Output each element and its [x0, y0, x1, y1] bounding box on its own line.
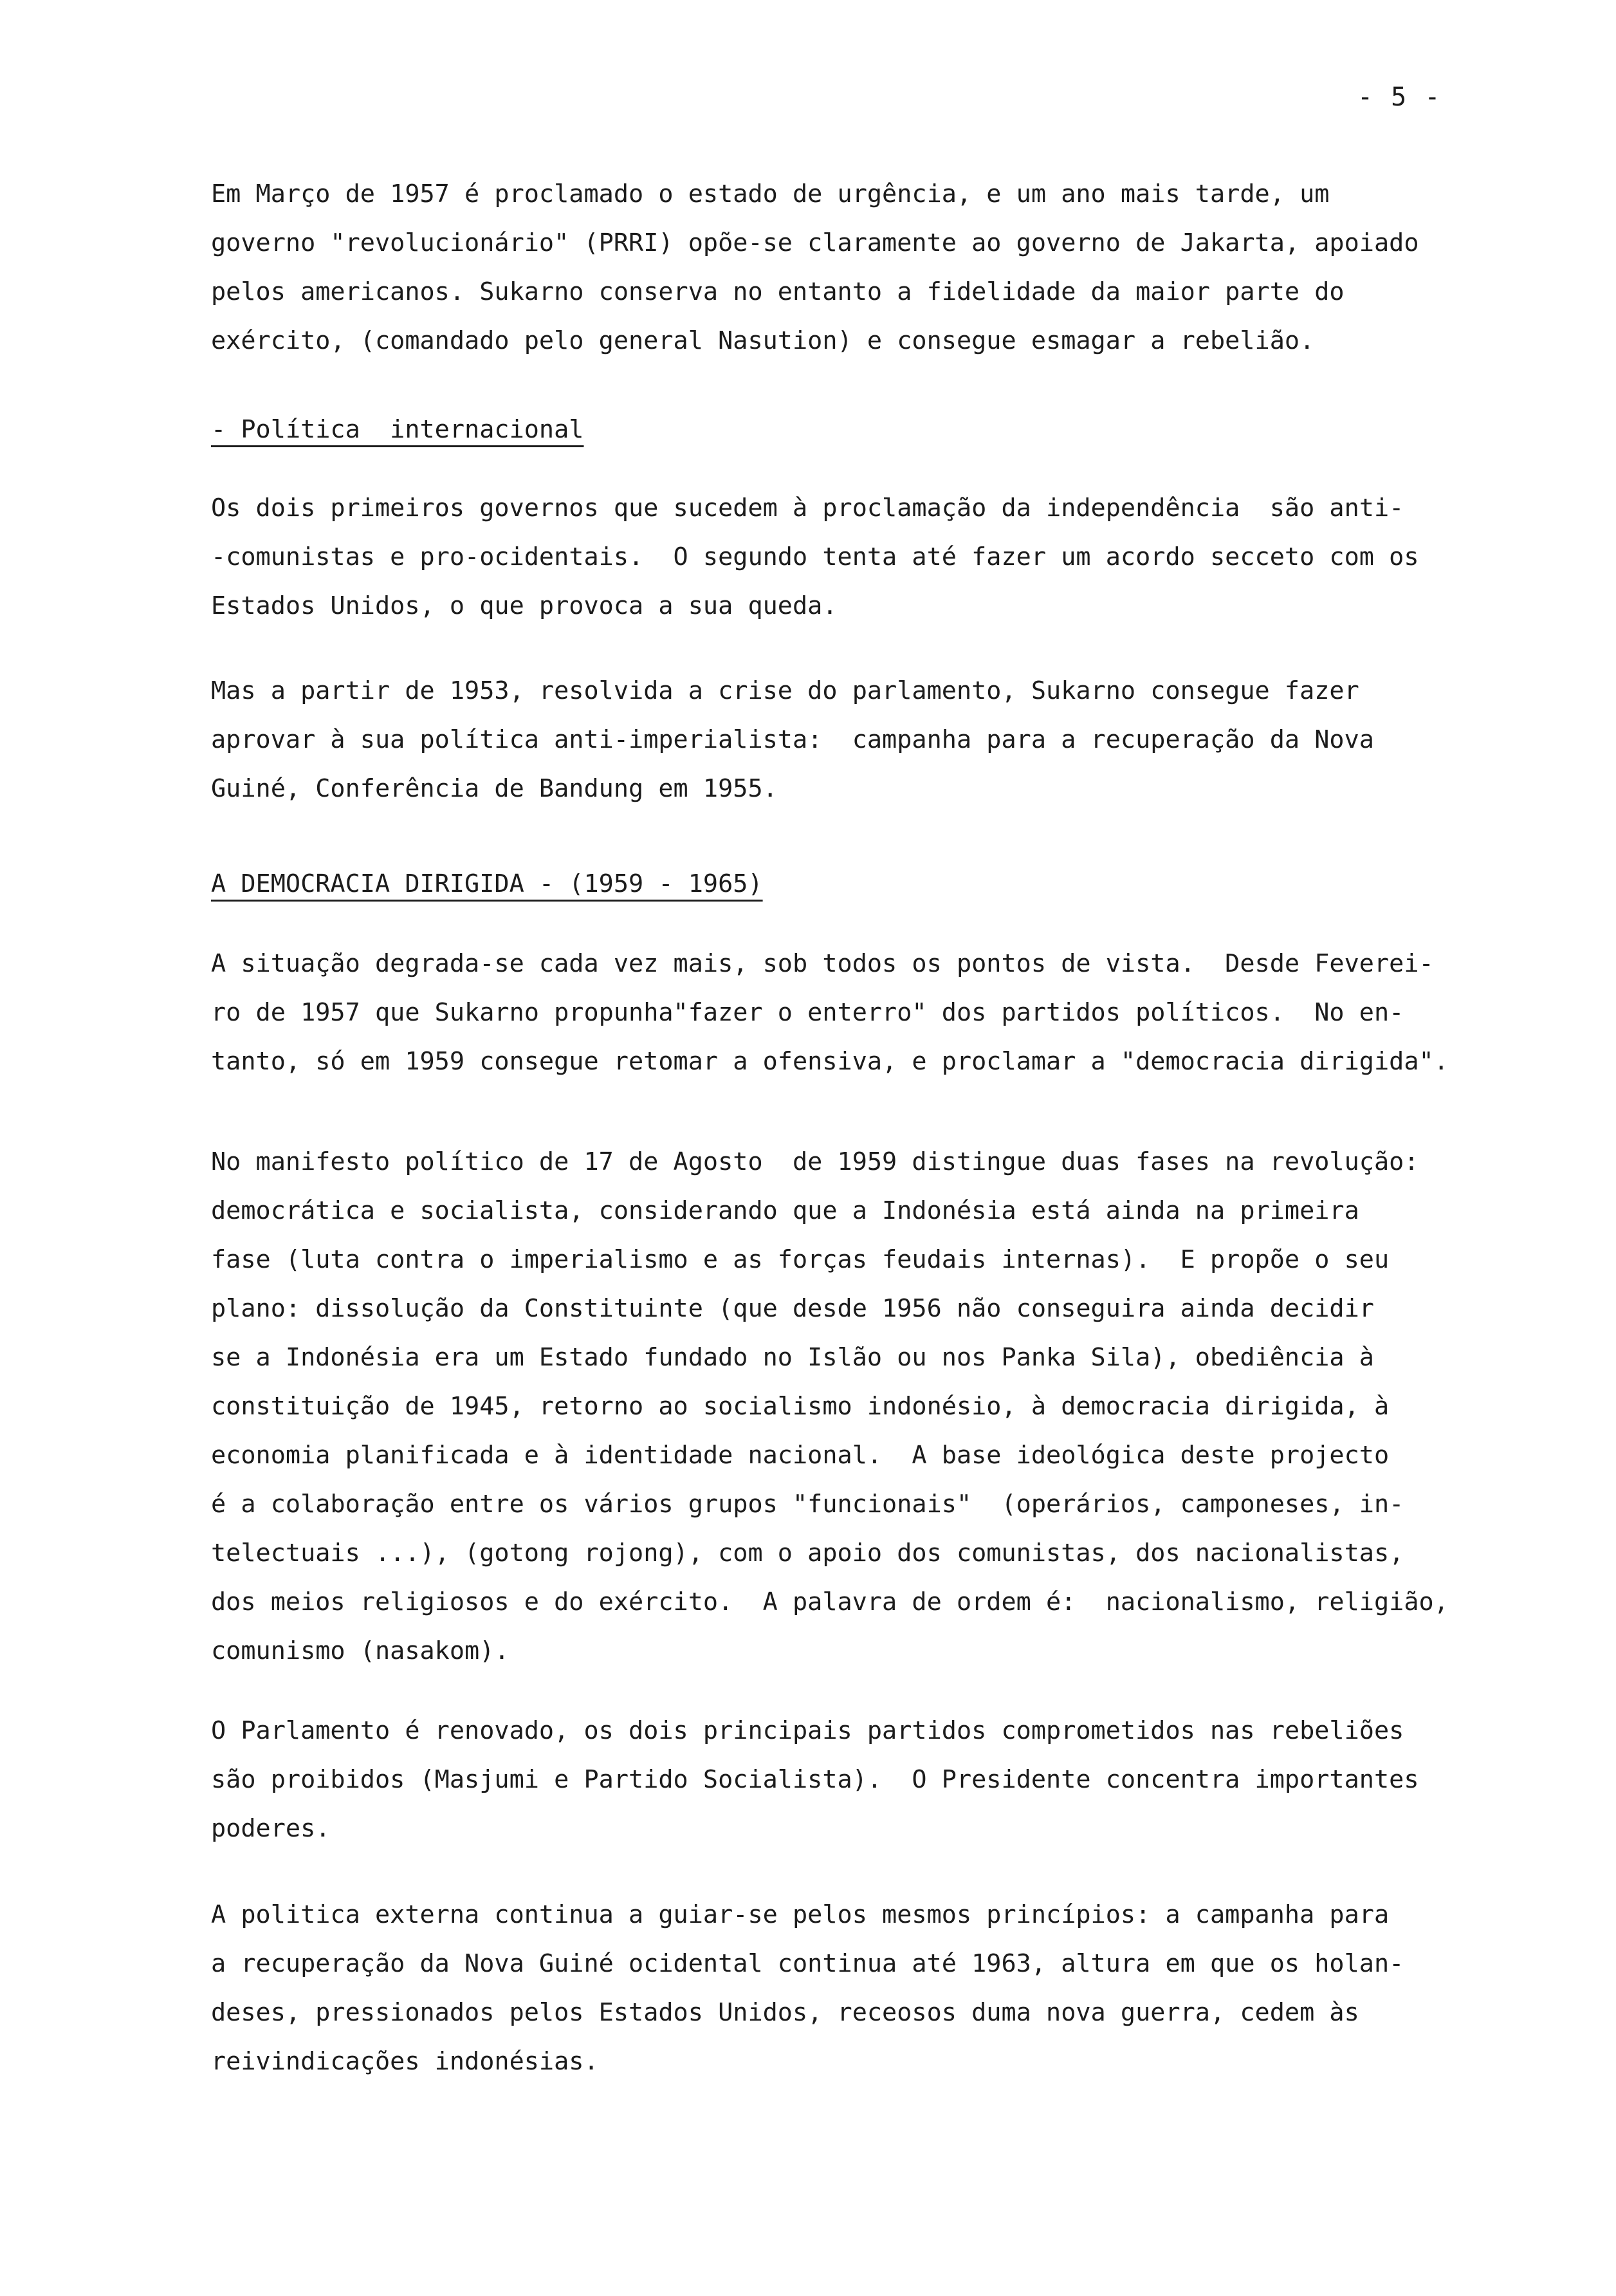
text-line: democrática e socialista, considerando que a Indonésia está ainda na primeira: [211, 1196, 1359, 1225]
text-line: plano: dissolução da Constituinte (que desde 1956 não conseguira ainda decidir: [211, 1294, 1374, 1323]
text-line: O Parlamento é renovado, os dois principais partidos comprometidos nas rebeliões: [211, 1716, 1404, 1745]
section-heading-politica-internacional: - Política internacional: [211, 415, 584, 444]
paragraph-6: [211, 1707, 1568, 1853]
text-line: economia planificada e à identidade nacional. A base ideológica deste projecto: [211, 1441, 1390, 1470]
text-line: poderes.: [211, 1814, 331, 1843]
page-number: - 5 -: [1357, 82, 1442, 112]
text-line: comunismo (nasakom).: [211, 1636, 510, 1665]
text-line: a recuperação da Nova Guiné ocidental continua até 1963, altura em que os holan-: [211, 1949, 1404, 1978]
text-line: Os dois primeiros governos que sucedem à proclamação da independência são anti-: [211, 494, 1404, 523]
paragraph-1: [211, 170, 1568, 366]
text-line: telectuais ...), (gotong rojong), com o apoio dos comunistas, dos nacionalistas,: [211, 1539, 1404, 1568]
text-line: tanto, só em 1959 consegue retomar a ofensiva, e proclamar a "democracia dirigida".: [211, 1047, 1449, 1076]
text-line: são proibidos (Masjumi e Partido Socialista). O Presidente concentra importantes: [211, 1765, 1419, 1794]
paragraph-4: [211, 940, 1568, 1086]
paragraph-5: [211, 1138, 1568, 1676]
text-line: reivindicações indonésias.: [211, 2047, 599, 2076]
text-line: Mas a partir de 1953, resolvida a crise do parlamento, Sukarno consegue fazer: [211, 676, 1359, 705]
paragraph-2: [211, 484, 1568, 631]
text-line: governo "revolucionário" (PRRI) opõe-se claramente ao governo de Jakarta, apoiado: [211, 228, 1419, 257]
text-line: A politica externa continua a guiar-se pelos mesmos princípios: a campanha para: [211, 1900, 1390, 1929]
text-line: deses, pressionados pelos Estados Unidos, receosos duma nova guerra, cedem às: [211, 1998, 1359, 2027]
text-line: exército, (comandado pelo general Nasution) e consegue esmagar a rebelião.: [211, 326, 1315, 355]
text-line: pelos americanos. Sukarno conserva no entanto a fidelidade da maior parte do: [211, 277, 1345, 306]
text-line: A situação degrada-se cada vez mais, sob todos os pontos de vista. Desde Feverei-: [211, 949, 1434, 978]
text-line: Guiné, Conferência de Bandung em 1955.: [211, 774, 778, 803]
text-line: aprovar à sua política anti-imperialista: campanha para a recuperação da Nova: [211, 725, 1374, 754]
text-line: dos meios religiosos e do exército. A palavra de ordem é: nacionalismo, religião,: [211, 1588, 1449, 1616]
text-line: se a Indonésia era um Estado fundado no Islão ou nos Panka Sila), obediência à: [211, 1343, 1374, 1372]
text-line: fase (luta contra o imperialismo e as forças feudais internas). E propõe o seu: [211, 1245, 1390, 1274]
paragraph-3: [211, 667, 1568, 813]
text-line: No manifesto político de 17 de Agosto de 1959 distingue duas fases na revolução:: [211, 1147, 1419, 1176]
text-line: constituição de 1945, retorno ao socialismo indonésio, à democracia dirigida, à: [211, 1392, 1390, 1421]
section-heading-democracia-dirigida: A DEMOCRACIA DIRIGIDA - (1959 - 1965): [211, 869, 763, 898]
text-line: é a colaboração entre os vários grupos "funcionais" (operários, camponeses, in-: [211, 1490, 1404, 1519]
text-line: Em Março de 1957 é proclamado o estado de urgência, e um ano mais tarde, um: [211, 180, 1330, 208]
text-line: Estados Unidos, o que provoca a sua queda.: [211, 591, 838, 620]
text-line: -comunistas e pro-ocidentais. O segundo tenta até fazer um acordo secceto com os: [211, 542, 1419, 571]
paragraph-7: [211, 1891, 1568, 2086]
text-line: ro de 1957 que Sukarno propunha"fazer o enterro" dos partidos políticos. No en-: [211, 998, 1404, 1027]
